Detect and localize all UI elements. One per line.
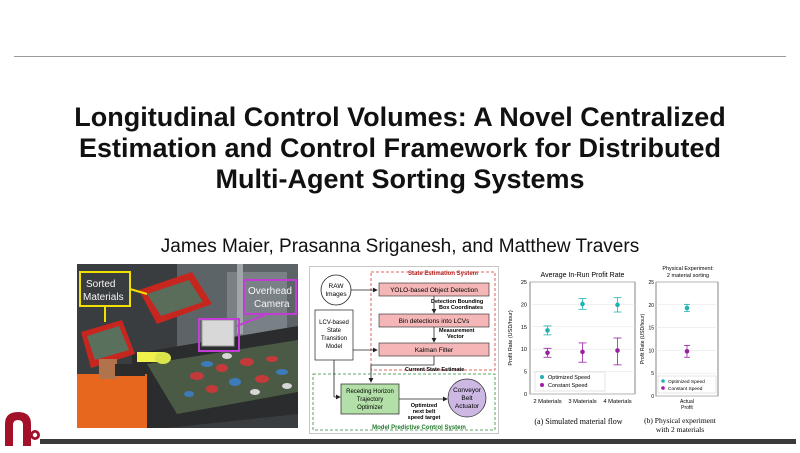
chart-b-ytick-label: 5 xyxy=(651,371,654,378)
kalman-label: Kalman Filter xyxy=(414,347,454,354)
chart-a-xtick-label: 3 Materials xyxy=(568,399,597,405)
chart-b-legend-label: Constant Speed xyxy=(668,387,703,392)
chart-a-ytick-label: 10 xyxy=(520,347,527,354)
chart-a-caption: (a) Simulated material flow xyxy=(534,417,623,426)
chart-b-ylabel: Profit Rate (USD/hour) xyxy=(640,313,646,365)
chart-a-legend-label: Constant Speed xyxy=(548,383,588,389)
chart-b-point xyxy=(685,306,690,311)
sorting-system-photo xyxy=(77,264,298,428)
lcv-model-3: Transition xyxy=(320,336,348,342)
state-estimation-title: State Estimation System xyxy=(407,271,479,277)
slide-authors: James Maier, Prasanna Sriganesh, and Matthew Travers xyxy=(160,236,640,257)
lcv-model-1: LCV-based xyxy=(319,320,349,326)
label-sorted-1: Sorted xyxy=(86,279,116,290)
bbox-label-1: Detection Bounding xyxy=(431,299,484,305)
yolo-label: YOLO-based Object Detection xyxy=(390,287,478,294)
measurement-label-1: Measurement xyxy=(439,328,475,334)
current-state-label: Current State Estimate xyxy=(405,367,465,373)
chart-a-ytick-label: 0 xyxy=(523,392,527,398)
logo-mark xyxy=(2,410,42,448)
institution-logo xyxy=(2,410,42,448)
chart-b-ytick-label: 10 xyxy=(648,348,654,355)
sorting-photo-illustration xyxy=(77,264,298,428)
chart-b-title-2: 2 material sorting xyxy=(666,273,710,279)
chart-b-legend-marker xyxy=(661,379,665,383)
chart-a-ytick-label: 5 xyxy=(523,369,527,376)
block-diagram-svg xyxy=(309,266,499,434)
chart-a-point xyxy=(615,348,620,353)
chart-a-point xyxy=(580,350,585,355)
conveyor-label-3: Actuator xyxy=(454,403,480,410)
chart-b-point xyxy=(685,349,690,354)
rh-label-3: Optimizer xyxy=(357,405,383,411)
speed-label-2: next belt xyxy=(412,409,436,415)
chart-a-point xyxy=(545,350,550,355)
chart-b-ytick-label: 15 xyxy=(648,325,654,332)
label-camera-2: Camera xyxy=(254,299,290,310)
chart-a-point xyxy=(545,328,550,333)
lcv-model-2: State xyxy=(326,328,342,334)
chart-a-legend-label: Optimized Speed xyxy=(548,375,591,381)
chart-b-caption-2: with 2 materials xyxy=(655,425,705,434)
raw-images-1: RAW xyxy=(328,283,344,290)
mpc-title: Model Predictive Control System xyxy=(372,425,466,431)
chart-b-legend-marker xyxy=(661,386,665,390)
chart-a-point xyxy=(580,302,585,307)
lcv-model-block xyxy=(315,310,353,360)
chart-physical-svg xyxy=(640,262,722,434)
chart-b-ytick-label: 20 xyxy=(648,302,654,309)
chart-b-xtick-label-1: Actual xyxy=(680,399,694,405)
chart-b-legend-label: Optimized Speed xyxy=(668,380,705,385)
chart-b-xtick-label-2: Profit xyxy=(681,405,693,411)
chart-a-legend-marker xyxy=(540,383,544,387)
rh-label-1: Receding Horizon xyxy=(346,389,394,395)
chart-a-xtick-label: 4 Materials xyxy=(603,399,632,405)
chart-simulated xyxy=(503,266,639,431)
label-camera-1: Overhead xyxy=(248,286,292,297)
measurement-label-2: Vector xyxy=(447,334,464,340)
conveyor-label-2: Belt xyxy=(461,395,473,402)
chart-a-title: Average In-Run Profit Rate xyxy=(540,272,625,279)
lcv-model-4: Model xyxy=(325,344,343,350)
chart-physical xyxy=(640,262,722,434)
chart-b-caption-1: (b) Physical experiment xyxy=(644,416,716,425)
raw-images-node xyxy=(321,275,351,305)
chart-simulated-svg xyxy=(503,266,639,431)
chart-a-ytick-label: 15 xyxy=(520,324,527,331)
system-block-diagram xyxy=(309,266,499,434)
chart-a-ytick-label: 20 xyxy=(520,302,527,309)
chart-b-title-1: Physical Experiment: xyxy=(662,266,714,272)
chart-a-legend-marker xyxy=(540,375,544,379)
conveyor-label-1: Conveyor xyxy=(453,387,481,394)
slide-title: Longitudinal Control Volumes: A Novel Centralized Estimation and Control Framework for Distributed Multi-Agent Sorting Systems xyxy=(74,102,726,194)
speed-label-3: speed target xyxy=(407,415,441,421)
chart-b-ytick-label: 0 xyxy=(651,394,654,400)
speed-label-1: Optimized xyxy=(410,403,438,409)
chart-a-ylabel: Profit Rate (USD/hour) xyxy=(508,310,514,366)
bbox-label-2: Box Coordinates xyxy=(439,305,484,311)
chart-a-point xyxy=(615,303,620,308)
bin-label: Bin detections into LCVs xyxy=(398,318,470,325)
top-divider xyxy=(14,56,786,57)
rh-label-2: Trajectory xyxy=(356,397,384,403)
bottom-divider xyxy=(40,439,796,444)
chart-b-ytick-label: 25 xyxy=(648,280,654,286)
raw-images-2: Images xyxy=(325,291,347,298)
chart-a-xtick-label: 2 Materials xyxy=(533,399,562,405)
label-sorted-2: Materials xyxy=(83,292,124,303)
chart-a-ytick-label: 25 xyxy=(520,280,527,286)
